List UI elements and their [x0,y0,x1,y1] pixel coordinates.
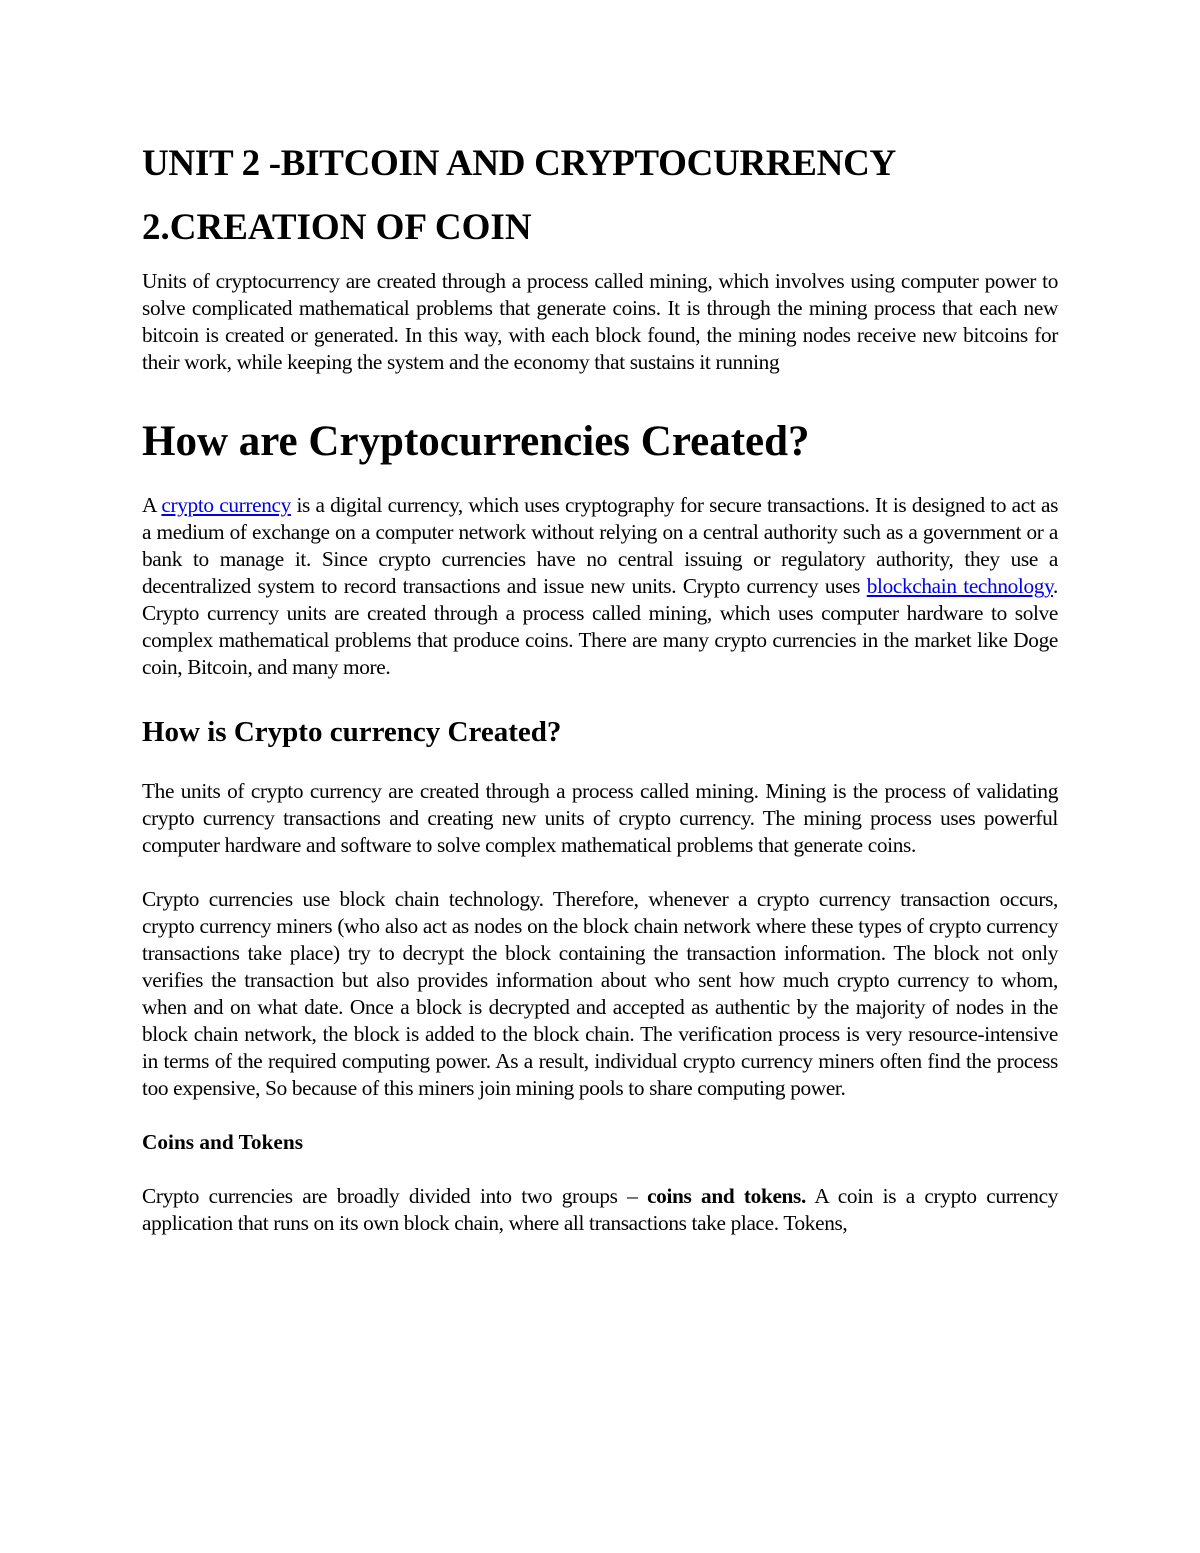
blockchain-technology-link[interactable]: blockchain technology [866,574,1054,598]
crypto-currency-paragraph [142,492,1058,681]
unit-title: UNIT 2 -BITCOIN AND CRYPTOCURRENCY [142,143,896,184]
crypto-paragraph-text: A [142,493,162,517]
coins-paragraph-text: Crypto currencies are broadly divided into two groups – [142,1184,648,1208]
heading-coins-and-tokens: Coins and Tokens [142,1130,304,1154]
blockchain-paragraph: Crypto currencies use block chain technology. Therefore, whenever a crypto currency transaction occurs, crypto currency miners (who also act as nodes on the block chain network where these types of crypto currency transactions take place) try to decrypt the block containing the transaction information. The block not only verifies the transaction but also provides information about who sent how much crypto currency to whom, when and on what date. Once a block is decrypted and accepted as authentic by the majority of nodes in the block chain network, the block is added to the block chain. The verification process is very resource-intensive in terms of the required computing power. As a result, individual crypto currency miners often find the process too expensive, So because of this miners join mining pools to share computing power. [142,887,1058,1100]
crypto-paragraph-text: . Crypto currency units are created through a process called mining, which uses computer hardware to solve complex mathematical problems that produce coins. There are many crypto currencies in the market like Doge coin, Bitcoin, and many more. [142,574,1058,679]
section-title: 2.CREATION OF COIN [142,207,532,248]
intro-paragraph: Units of cryptocurrency are created through a process called mining, which involves using computer power to solve complicated mathematical problems that generate coins. It is through the mining process that each new bitcoin is created or generated. In this way, with each block found, the mining nodes receive new bitcoins for their work, while keeping the system and the economy that sustains it running [142,269,1058,374]
heading-how-is-crypto-currency-created: How is Crypto currency Created? [142,716,562,748]
coins-paragraph-text: A coin is a crypto currency application that runs on its own block chain, where all transactions take place. Tokens, [142,1184,1058,1235]
crypto-currency-link[interactable]: crypto currency [161,493,291,517]
document-page [142,140,1058,1237]
heading-how-are-cryptocurrencies-created: How are Cryptocurrencies Created? [142,418,810,465]
coins-and-tokens-bold: coins and tokens. [647,1184,806,1208]
units-paragraph: The units of crypto currency are created through a process called mining. Mining is the process of validating crypto currency transactions and creating new units of crypto currency. The mining process uses powerful computer hardware and software to solve complex mathematical problems that generate coins. [142,779,1058,857]
coins-tokens-paragraph [142,1183,1058,1237]
crypto-paragraph-text: is a digital currency, which uses cryptography for secure transactions. It is designed to act as a medium of exchange on a computer network without relying on a central authority such as a government or a bank to manage it. Since crypto currencies have no central issuing or regulatory authority, they use a decentralized system to record transactions and issue new units. Crypto currency uses [142,493,1059,598]
